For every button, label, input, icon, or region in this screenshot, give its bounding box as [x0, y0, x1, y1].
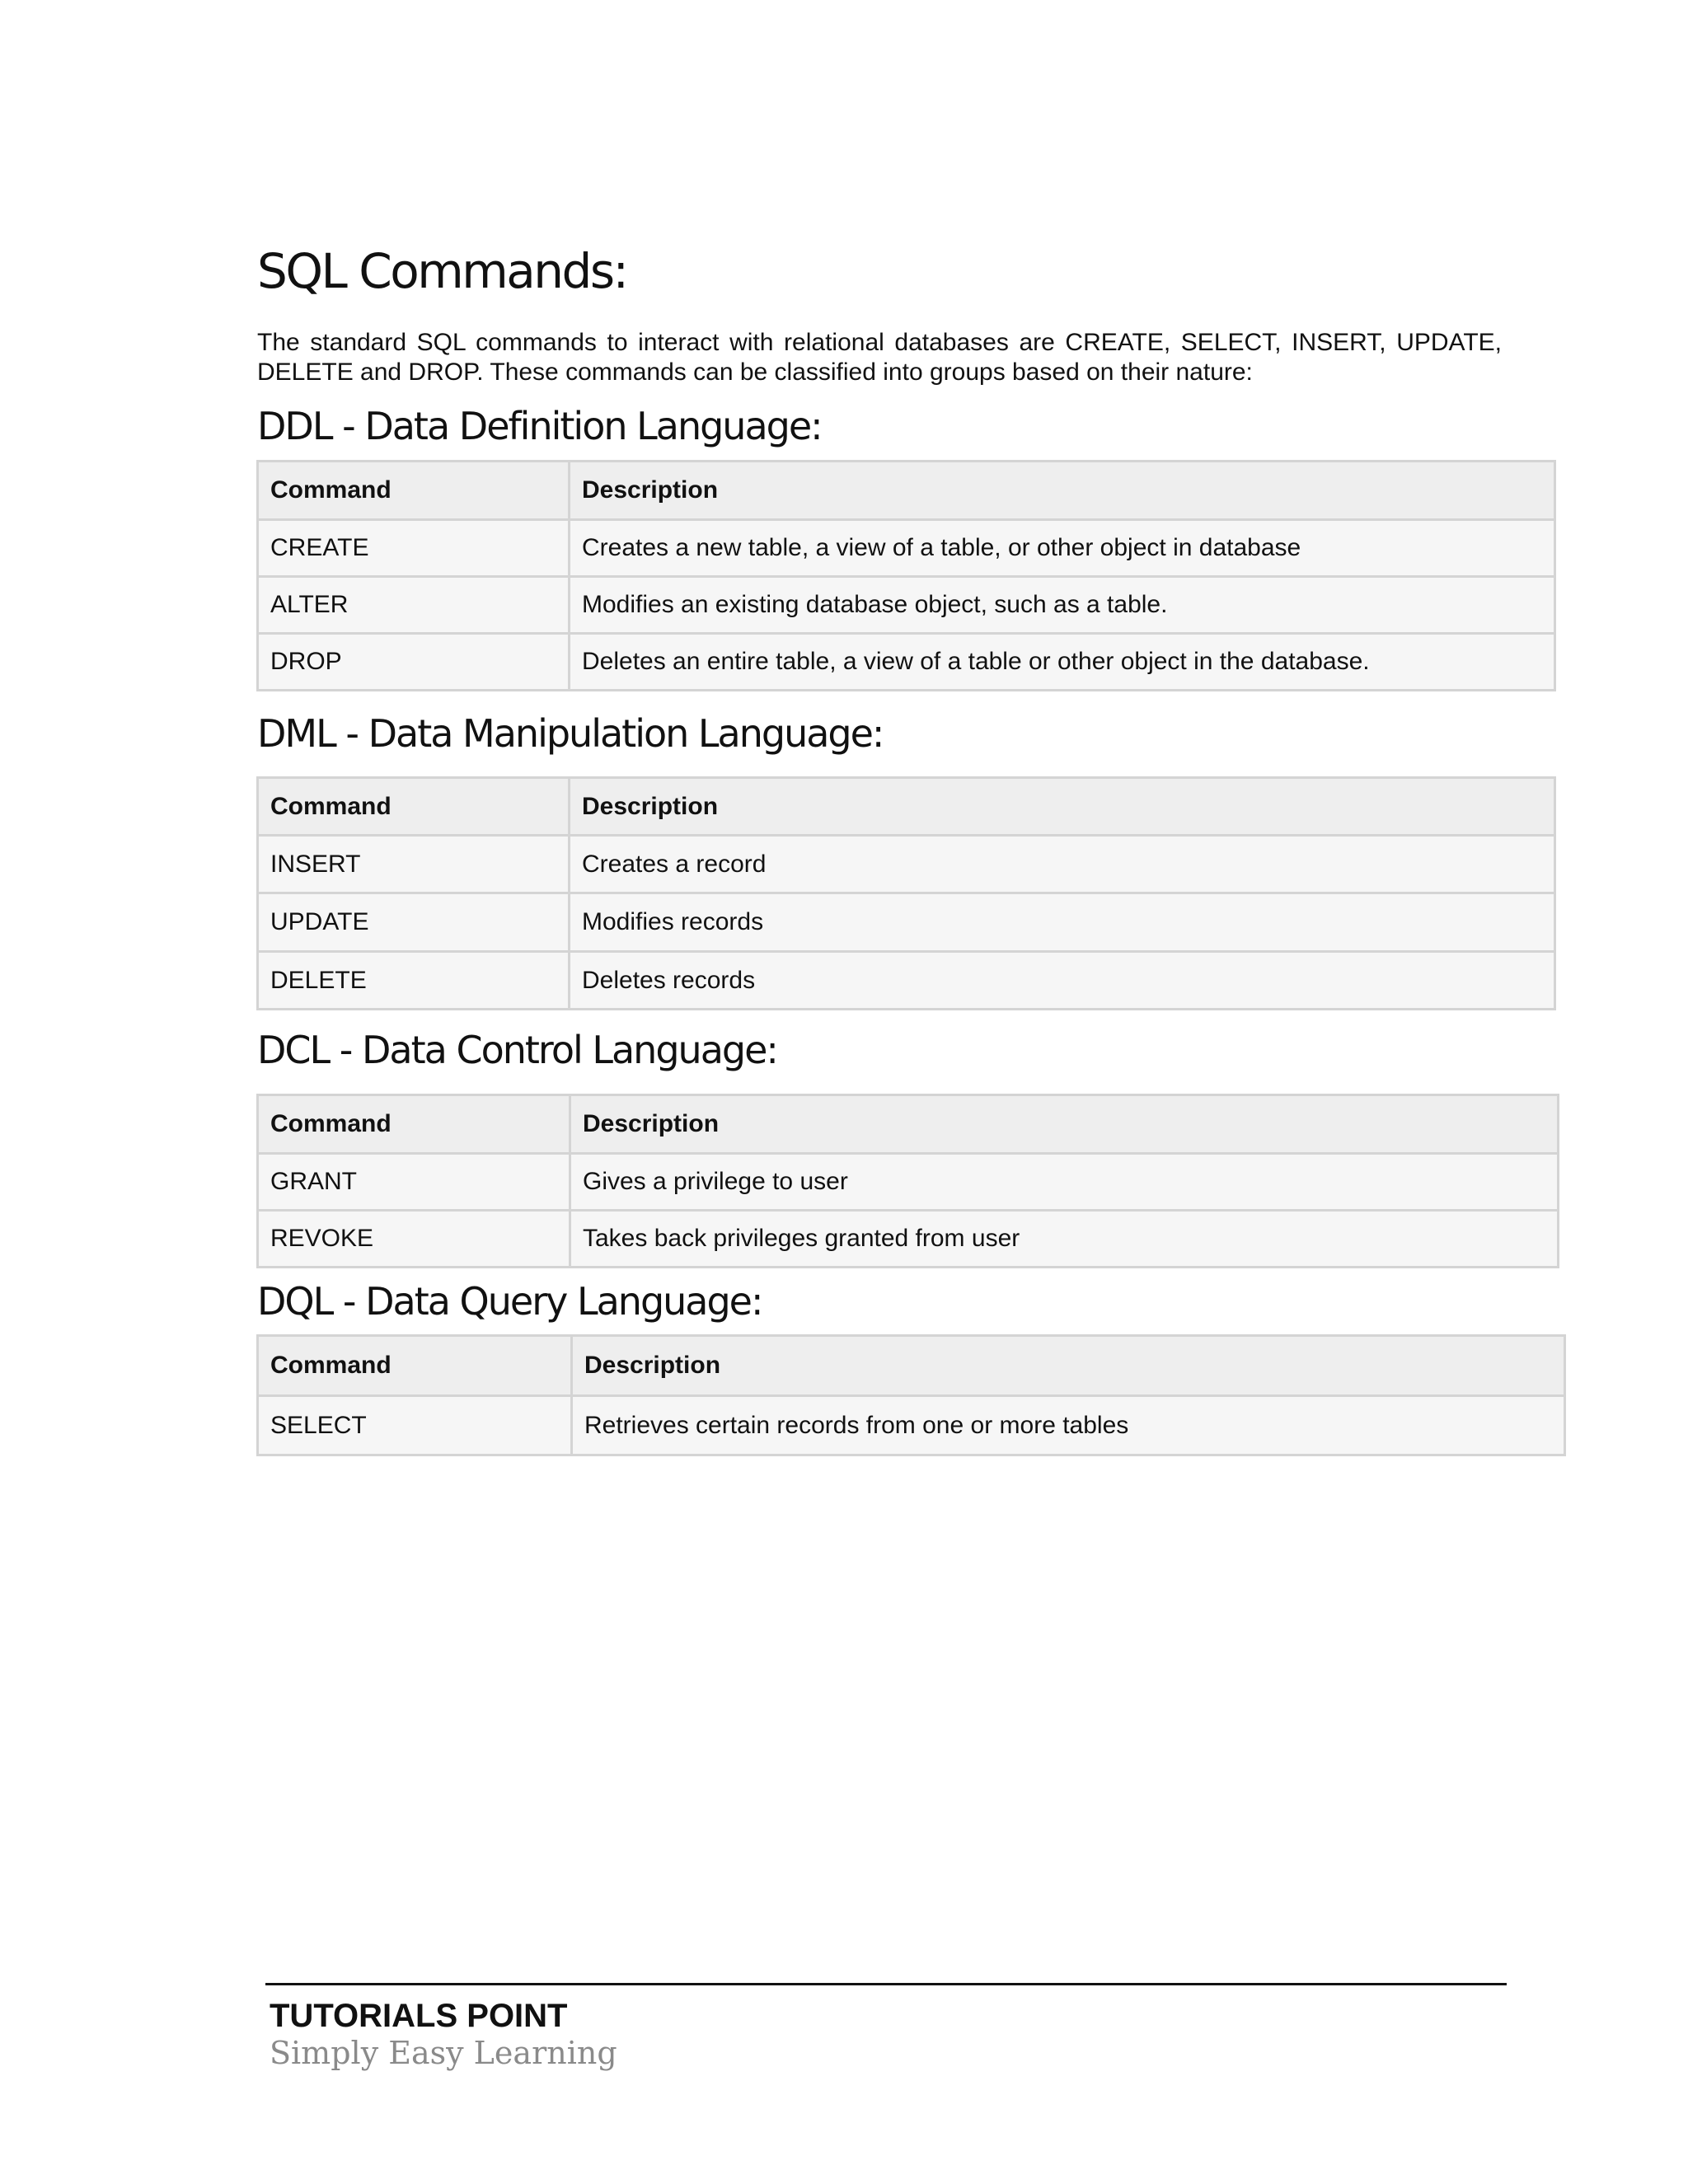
- footer-brand: TUTORIALS POINT: [270, 1998, 568, 2034]
- command-cell: CREATE: [258, 520, 570, 577]
- table-row: [258, 520, 1555, 577]
- description-cell: Gives a privilege to user: [570, 1154, 1559, 1211]
- table-header-row: [258, 1095, 1559, 1154]
- description-cell: Modifies records: [570, 893, 1555, 952]
- intro-paragraph: The standard SQL commands to interact with relational databases are CREATE, SELECT, INSERT, UPDATE, DELETE and DROP. These commands can be classified into groups based on their nature:: [257, 329, 1502, 386]
- command-column-header: Command: [258, 1336, 572, 1396]
- table-row: [258, 634, 1555, 691]
- table-row: [258, 836, 1555, 893]
- table-row: [258, 577, 1555, 634]
- footer-divider: [265, 1983, 1507, 1985]
- command-cell: GRANT: [258, 1154, 570, 1211]
- command-cell: DROP: [258, 634, 570, 691]
- command-cell: UPDATE: [258, 893, 570, 952]
- table-row: [258, 952, 1555, 1010]
- table-header-row: [258, 778, 1555, 836]
- description-cell: Deletes an entire table, a view of a table or other object in the database.: [570, 634, 1555, 691]
- footer-tagline: Simply Easy Learning: [270, 2035, 617, 2071]
- command-column-header: Command: [258, 778, 570, 836]
- description-cell: Creates a record: [570, 836, 1555, 893]
- command-cell: DELETE: [258, 952, 570, 1010]
- command-cell: SELECT: [258, 1396, 572, 1455]
- dcl-heading: DCL - Data Control Language:: [257, 1028, 777, 1072]
- table-header-row: [258, 462, 1555, 520]
- dql-table: [256, 1334, 1566, 1456]
- description-column-header: Description: [572, 1336, 1565, 1396]
- table-row: [258, 1211, 1559, 1268]
- table-row: [258, 1396, 1565, 1455]
- description-cell: Creates a new table, a view of a table, or other object in database: [570, 520, 1555, 577]
- description-cell: Takes back privileges granted from user: [570, 1211, 1559, 1268]
- table-header-row: [258, 1336, 1565, 1396]
- dml-table: [256, 776, 1556, 1010]
- description-cell: Deletes records: [570, 952, 1555, 1010]
- dml-heading: DML - Data Manipulation Language:: [257, 711, 884, 756]
- description-column-header: Description: [570, 778, 1555, 836]
- dcl-table: [256, 1094, 1559, 1268]
- command-cell: INSERT: [258, 836, 570, 893]
- command-cell: ALTER: [258, 577, 570, 634]
- dql-heading: DQL - Data Query Language:: [257, 1279, 762, 1324]
- description-column-header: Description: [570, 462, 1555, 520]
- ddl-heading: DDL - Data Definition Language:: [257, 404, 822, 448]
- table-row: [258, 893, 1555, 952]
- command-column-header: Command: [258, 1095, 570, 1154]
- page-title: SQL Commands:: [257, 243, 627, 299]
- ddl-table: [256, 460, 1556, 691]
- table-row: [258, 1154, 1559, 1211]
- description-cell: Retrieves certain records from one or more tables: [572, 1396, 1565, 1455]
- description-cell: Modifies an existing database object, such as a table.: [570, 577, 1555, 634]
- command-column-header: Command: [258, 462, 570, 520]
- description-column-header: Description: [570, 1095, 1559, 1154]
- command-cell: REVOKE: [258, 1211, 570, 1268]
